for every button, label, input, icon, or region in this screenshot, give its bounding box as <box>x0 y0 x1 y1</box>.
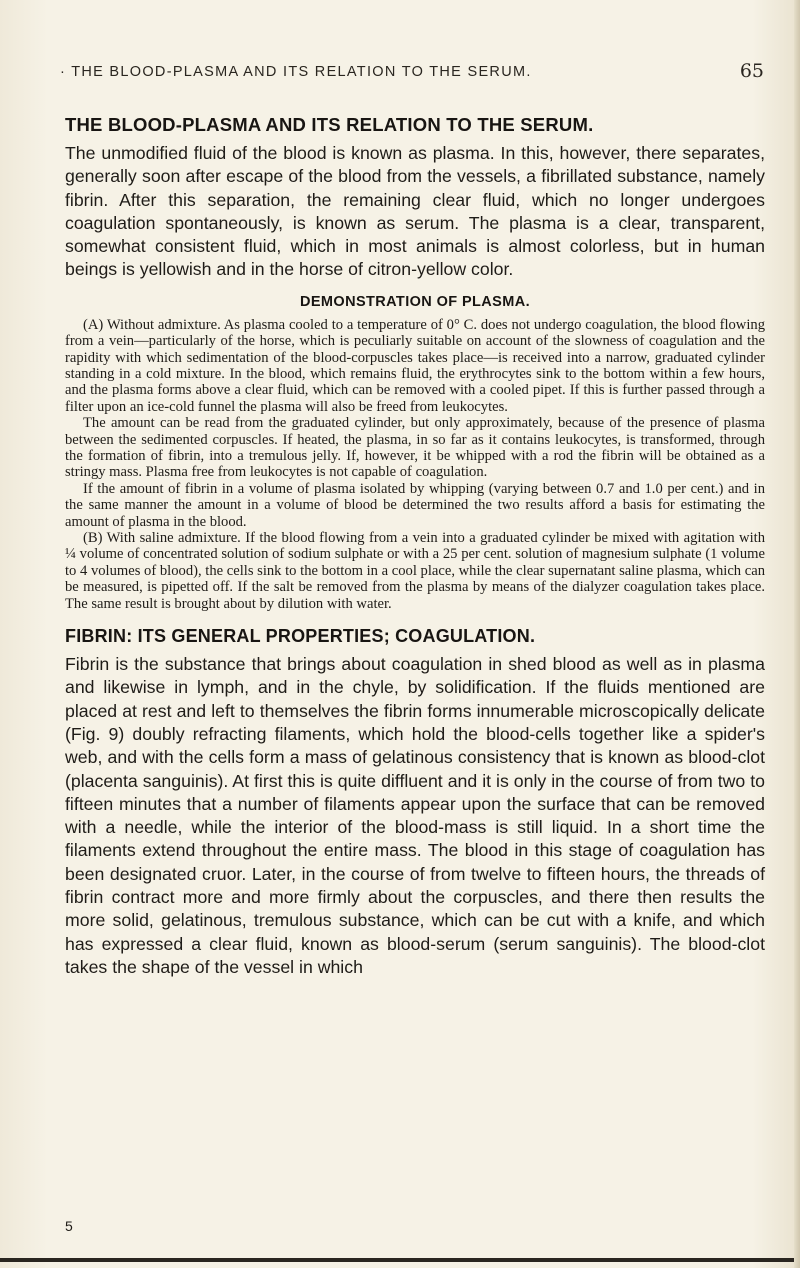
section-title-fibrin: FIBRIN: ITS GENERAL PROPERTIES; COAGULATION. <box>65 626 536 647</box>
subsection-title-demonstration: DEMONSTRATION OF PLASMA. <box>299 293 531 310</box>
bottom-rule <box>0 1258 800 1262</box>
signature-mark: 5 <box>65 1218 73 1234</box>
paragraph-saline-admixture: (B) With saline admixture. If the blood flowing from a vein into a graduated cylinder be mixed with agitation with ¼ volume of concentrated solution of sodium sulphate or with a 25 per cent. solution of magnesium sulphate (1 volume to 4 volumes of blood), the cells sink to the bottom in a cool place, while the clear supernatant saline plasma, which can be measured, is pipetted off. If the salt be removed from the plasma by means of the dialyzer coagulation takes place. The same result is brought about by dilution with water. <box>65 530 765 612</box>
running-title: · THE BLOOD-PLASMA AND ITS RELATION TO THE SERUM. <box>60 64 532 80</box>
page-edge <box>794 0 800 1268</box>
paragraph-fibrin: Fibrin is the substance that brings about coagulation in shed blood as well as in plasma and likewise in lymph, and in the chyle, by solidification. If the fluids mentioned are placed at rest and left to themselves the fibrin forms innumerable microscopically delicate (Fig. 9) doubly refracting filaments, which hold the blood-cells together like a spider's web, and with the cells form a mass of gelatinous consistency that is known as blood-clot (placenta sanguinis). At first this is quite diffluent and it is only in the course of from two to fifteen minutes that a number of filaments appear upon the surface that can be removed with a needle, while the interior of the blood-mass is still liquid. In a short time the filaments extend throughout the entire mass. The blood in this stage of coagulation has been designated cruor. Later, in the course of from twelve to fifteen hours, the threads of fibrin contract more and more firmly about the corpuscles, and there then results the more solid, gelatinous, tremulous substance, which can be cut with a knife, and which has expressed a clear fluid, known as blood-serum (serum sanguinis). The blood-clot takes the shape of the vessel in which <box>65 654 765 977</box>
page-number: 65 <box>739 60 764 82</box>
paragraph-without-admixture: (A) Without admixture. As plasma cooled to a temperature of 0° C. does not undergo coagulation, the blood flowing from a vein—particularly of the horse, which is peculiarly suitable on account of the slowness of coagulation and the rapidity with which sedimentation of the blood-corpuscles takes place—is received into a narrow, graduated cylinder standing in a cold mixture. In the blood, which remains fluid, the erythrocytes sink to the bottom within a few hours, and the plasma forms above a clear fluid, which can be removed with a cooled pipet. If this is further passed through a filter upon an ice-cold funnel the plasma will also be freed from leukocytes. <box>65 316 765 415</box>
paragraph-plasma-intro: The unmodified fluid of the blood is known as plasma. In this, however, there separates, generally soon after escape of the blood from the vessels, a fibrillated substance, namely fibrin. After this separation, the remaining clear fluid, which no longer undergoes coagulation spontaneously, is known as serum. The plasma is a clear, transparent, somewhat consistent fluid, which in most animals is almost colorless, but in human beings is yellowish and in the horse of citron-yellow color. <box>65 143 765 280</box>
section-title-plasma: THE BLOOD-PLASMA AND ITS RELATION TO THE SERUM. <box>65 114 594 135</box>
paragraph-fibrin-amount: If the amount of fibrin in a volume of plasma isolated by whipping (varying between 0.7 and 1.0 per cent.) and in the same manner the amount in a volume of blood be determined the two results afford a basis for estimating the amount of plasma in the blood. <box>65 480 765 530</box>
page-body <box>65 114 765 979</box>
paragraph-amount: The amount can be read from the graduated cylinder, but only approximately, because of the presence of plasma between the sedimented corpuscles. If heated, the plasma, in so far as it contains leukocytes, is transformed, through the formation of fibrin, into a tremulous jelly. If, however, it be whipped with a rod the fibrin will be obtained as a stringy mass. Plasma free from leukocytes is not capable of coagulation. <box>65 415 765 481</box>
